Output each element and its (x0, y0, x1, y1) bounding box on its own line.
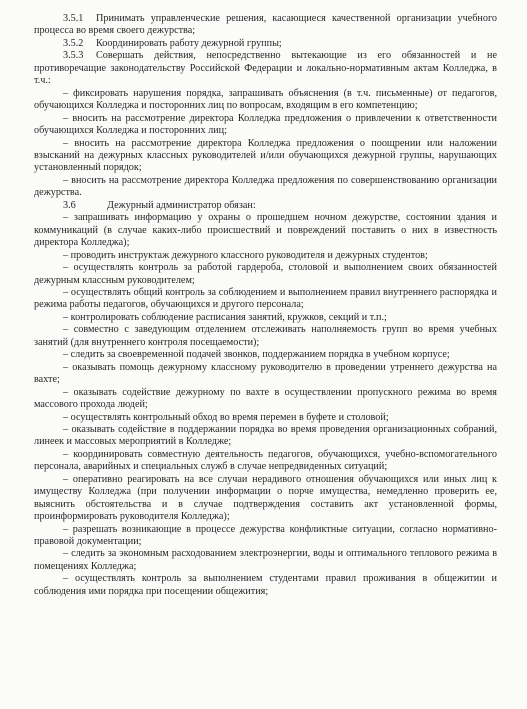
clause-text: Совершать действия, непосредственно вытекающие из его обязанностей и не противоречащие законодательству Российской Федерации и локально-нормативным актам Колледжа, в т.ч.: (34, 50, 497, 87)
list-item: – осуществлять контроль за выполнением студентами правил проживания в общежитии и соблюдения ими порядка при посещении общежития; (34, 573, 497, 597)
list-item: – осуществлять контроль за работой гардероба, столовой и выполнением своих обязанностей дежурным классным руководителем; (34, 262, 497, 286)
list-item: – оказывать помощь дежурному классному руководителю в проведении утреннего дежурства на вахте; (34, 361, 497, 386)
list-item: – вносить на рассмотрение директора Колледжа предложения по совершенствованию организации дежурства. (34, 174, 497, 199)
list-item: – разрешать возникающие в процессе дежурства конфликтные ситуации, согласно нормативно-правовой документации; (34, 523, 497, 548)
paragraph-3-5-3 (34, 50, 497, 87)
list-item: – запрашивать информацию у охраны о прошедшем ночном дежурстве, состоянии здания и коммуникаций (в случае каких-либо происшествий и повреждений поставить о них в известность директора Колледжа); (34, 212, 497, 249)
clause-text: Дежурный администратор обязан: (107, 199, 256, 211)
paragraph-3-5-2 (34, 38, 497, 50)
clause-number: 3.5.2 (63, 37, 84, 49)
list-item: – осуществлять общий контроль за соблюдением и выполнением правил внутреннего распорядка и режима работы педагогов, обучающихся и другого персонала; (34, 286, 497, 311)
list-item: – оказывать содействие дежурному по вахте в осуществлении пропускного режима во время массового прохода людей; (34, 386, 497, 411)
list-item: – следить за своевременной подачей звонков, поддержанием порядка в учебном корпусе; (63, 349, 450, 361)
clause-number: 3.5.3 (63, 50, 84, 62)
clause-text: Координировать работу дежурной группы; (96, 37, 282, 49)
list-item: – оказывать содействие в поддержании порядка во время проведения организационных собраний, линеек и массовых мероприятий в Колледже; (34, 423, 497, 448)
list-item: – следить за экономным расходованием электроэнергии, воды и оптимального теплового режима в помещениях Колледжа; (34, 548, 497, 572)
document-body (34, 13, 497, 598)
list-item: – фиксировать нарушения порядка, запрашивать объяснения (в т.ч. письменные) от педагогов, обучающихся Колледжа и посторонних лиц по вопросам, входящим в его компетенцию; (34, 87, 497, 112)
list-item: – оперативно реагировать на все случаи нерадивого отношения обучающихся или иных лиц к имуществу Колледжа (при получении информации о порче имущества, немедленно проверить ее, выяснить обстоятельства и в случае подтверждения составить акт установленной формы, проинформировать руководителя Колледжа); (34, 473, 497, 523)
list-item: – совместно с заведующим отделением отслеживать наполняемость групп во время учебных занятий (для внутреннего контроля посещаемости); (34, 324, 497, 348)
paragraph-3-6 (34, 200, 497, 212)
paragraph-3-5-1 (34, 13, 497, 38)
list-item: – вносить на рассмотрение директора Колледжа предложения о привлечении к ответственности обучающихся Колледжа и посторонних лиц; (34, 112, 497, 137)
list-item: – осуществлять контрольный обход во время перемен в буфете и столовой; (63, 411, 389, 423)
list-item: – координировать совместную деятельность педагогов, обучающихся, учебно-вспомогательного персонала, аварийных и специальных служб в случае непредвиденных ситуаций; (34, 448, 497, 473)
list-item: – проводить инструктаж дежурного классного руководителя и дежурных студентов; (63, 249, 428, 261)
clause-number: 3.5.1 (63, 13, 84, 24)
list-item: – контролировать соблюдение расписания занятий, кружков, секций и т.п.; (63, 311, 387, 323)
clause-number: 3.6 (63, 199, 76, 211)
clause-text: Принимать управленческие решения, касающиеся качественной организации учебного процесса во время своего дежурства; (34, 13, 497, 37)
list-item: – вносить на рассмотрение директора Колледжа предложения о поощрении или наложении взысканий на дежурных классных руководителей и/или обучающихся дежурной группы, нарушающих установленный порядок; (34, 137, 497, 174)
